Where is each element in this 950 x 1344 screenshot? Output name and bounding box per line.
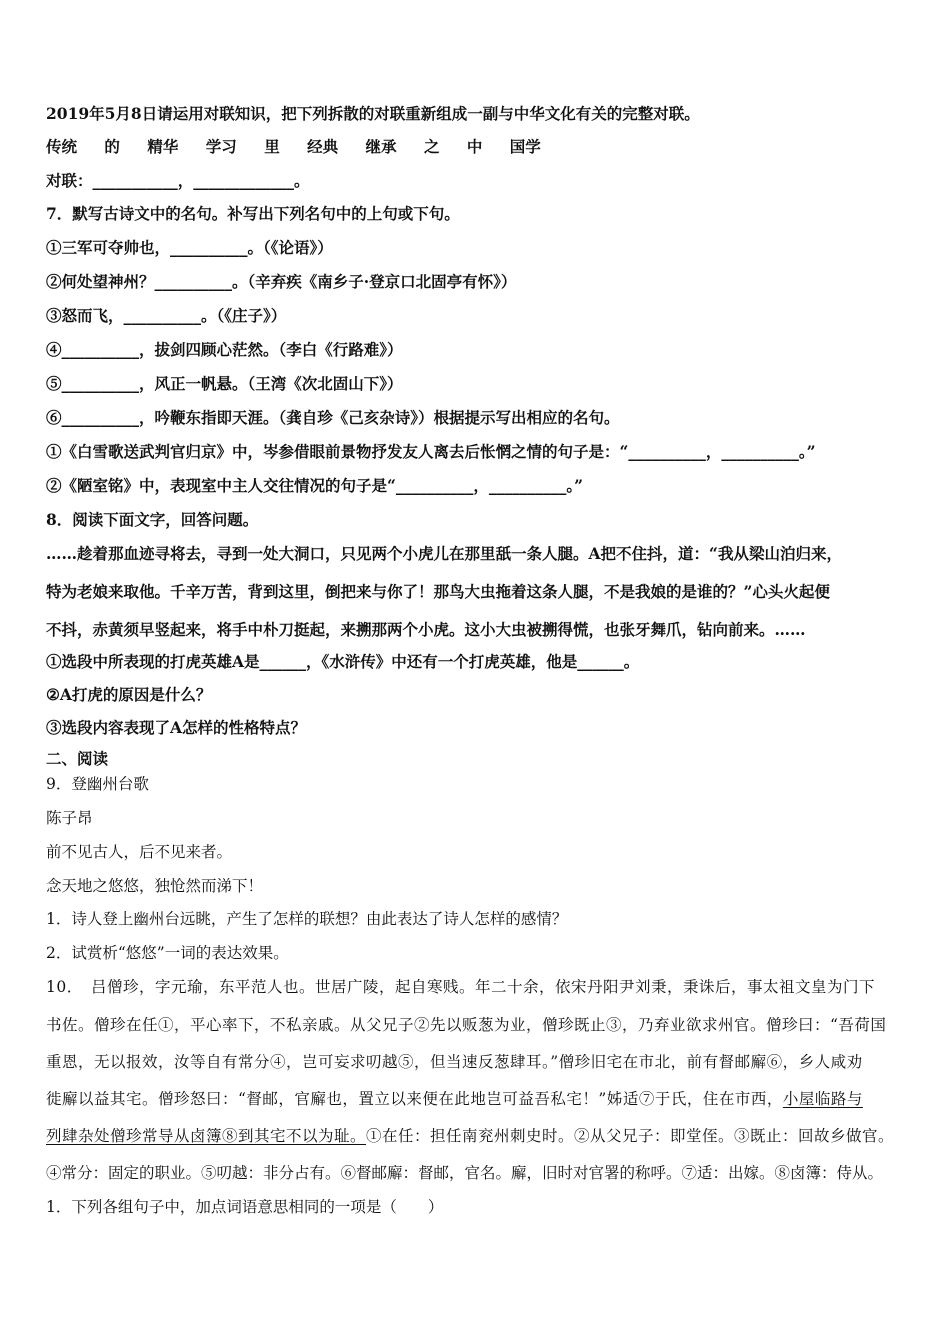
q9-title: 9．登幽州台歌 <box>46 775 149 793</box>
q8-title: 8．阅读下面文字，回答问题。 <box>46 510 259 529</box>
q9-question: 1．诗人登上幽州台远眺，产生了怎样的联想？由此表达了诗人怎样的感情？ <box>46 910 568 928</box>
section-heading: 二、阅读 <box>46 749 109 768</box>
q6-answer-line: 对联：___________，_____________。 <box>46 171 310 190</box>
q10-passage-line <box>46 1088 863 1110</box>
q7-item: ②《陋室铭》中，表现室中主人交往情况的句子是“__________，__________。” <box>46 476 584 495</box>
q6-word: 里 <box>264 137 280 156</box>
q8-question: ②A打虎的原因是什么？ <box>46 685 212 704</box>
q9-poem-line: 前不见古人，后不见来者。 <box>46 843 233 861</box>
q7-item: ①《白雪歌送武判官归京》中，岑参借眼前景物抒发友人离去后怅惘之情的句子是：“__________，__________。” <box>46 442 816 461</box>
q6-word: 国学 <box>509 137 541 156</box>
q10-underlined-text: 列肆杂处僧珍常导从卤簿⑧到其宅不以为耻。 <box>46 1127 367 1145</box>
q9-author: 陈子昂 <box>46 809 93 827</box>
q6-word: 经典 <box>307 137 339 156</box>
q7-title: 7．默写古诗文中的名句。补写出下列名句中的上句或下句。 <box>46 204 460 223</box>
q8-question: ①选段中所表现的打虎英雄A是______，《水浒传》中还有一个打虎英雄，他是______。 <box>46 652 640 671</box>
q6-word: 之 <box>423 137 440 156</box>
q10-passage-text: 徙廨以益其宅。僧珍怒曰：“督邮，官廨也，置立以来便在此地岂可益吾私宅！”姊适⑦于氏，住在市西， <box>46 1090 783 1108</box>
q6-word: 的 <box>104 137 120 156</box>
q10-underlined-text: 小屋临路与 <box>782 1090 863 1108</box>
q10-question: 1．下列各组句子中，加点词语意思相同的一项是（ ） <box>46 1198 444 1216</box>
q7-item: ⑥__________，吟鞭东指即天涯。（龚自珍《己亥杂诗》）根据提示写出相应的名句。 <box>46 408 620 427</box>
q9-poem-line: 念天地之悠悠，独怆然而涕下！ <box>46 877 264 895</box>
q10-passage-line <box>46 1125 894 1147</box>
q6-word: 传统 <box>46 137 78 156</box>
q6-word: 继承 <box>365 137 397 156</box>
q6-word-list <box>46 136 563 158</box>
q10-passage-line: 10． 吕僧珍，字元瑜，东平范人也。世居广陵，起自寒贱。年二十余，依宋丹阳尹刘秉，秉诛后，事太祖文皇为门下 <box>46 978 875 996</box>
q8-passage-line: 不抖，赤黄须早竖起来，将手中朴刀挺起，来搠那两个小虎。这小大虫被搠得慌，也张牙舞爪，钻向前来。…… <box>46 620 806 639</box>
q7-item: ①三军可夺帅也，__________。（《论语》） <box>46 238 333 257</box>
q8-passage-line: 特为老娘来取他。千辛万苦，背到这里，倒把来与你了！那鸟大虫拖着这条人腿，不是我娘的是谁的？”心头火起便 <box>46 582 830 601</box>
q10-notes-line: ④常分：固定的职业。⑤叨越：非分占有。⑥督邮廨：督邮，官名。廨，旧时对官署的称呼。⑦适：出嫁。⑧卤簿：侍从。 <box>46 1164 884 1182</box>
q7-item: ④__________，拔剑四顾心茫然。（李白《行路难》） <box>46 340 403 359</box>
q7-item: ⑤__________，风正一帆悬。（王湾《次北固山下》） <box>46 374 403 393</box>
q6-prompt: 2019年5月8日请运用对联知识，把下列拆散的对联重新组成一副与中华文化有关的完整对联。 <box>46 104 700 123</box>
q7-item: ③怒而飞，__________。（《庄子》） <box>46 306 287 325</box>
q10-notes: ①在任：担任南兖州刺史时。②从父兄子：即堂侄。③既止：回故乡做官。 <box>366 1127 895 1145</box>
q6-word: 中 <box>466 137 483 156</box>
q10-passage-line: 重恩，无以报效，汝等自有常分④，岂可妄求叨越⑤，但当速反葱肆耳。”僧珍旧宅在市北，前有督邮廨⑥，乡人咸劝 <box>46 1053 863 1071</box>
q6-word: 学习 <box>205 137 237 156</box>
q8-passage-line: ……趁着那血迹寻将去，寻到一处大洞口，只见两个小虎儿在那里舐一条人腿。A把不住抖，道：“我从梁山泊归来， <box>46 544 842 563</box>
q9-question: 2．试赏析“悠悠”一词的表达效果。 <box>46 944 289 962</box>
q6-word: 精华 <box>147 137 179 156</box>
q7-item: ②何处望神州？__________。（辛弃疾《南乡子·登京口北固亭有怀》） <box>46 272 517 291</box>
q10-passage-line: 书佐。僧珍在任①，平心率下，不私亲戚。从父兄子②先以贩葱为业，僧珍既止③，乃弃业欲求州官。僧珍曰：“吾荷国 <box>46 1016 887 1034</box>
q8-question: ③选段内容表现了A怎样的性格特点？ <box>46 718 307 737</box>
